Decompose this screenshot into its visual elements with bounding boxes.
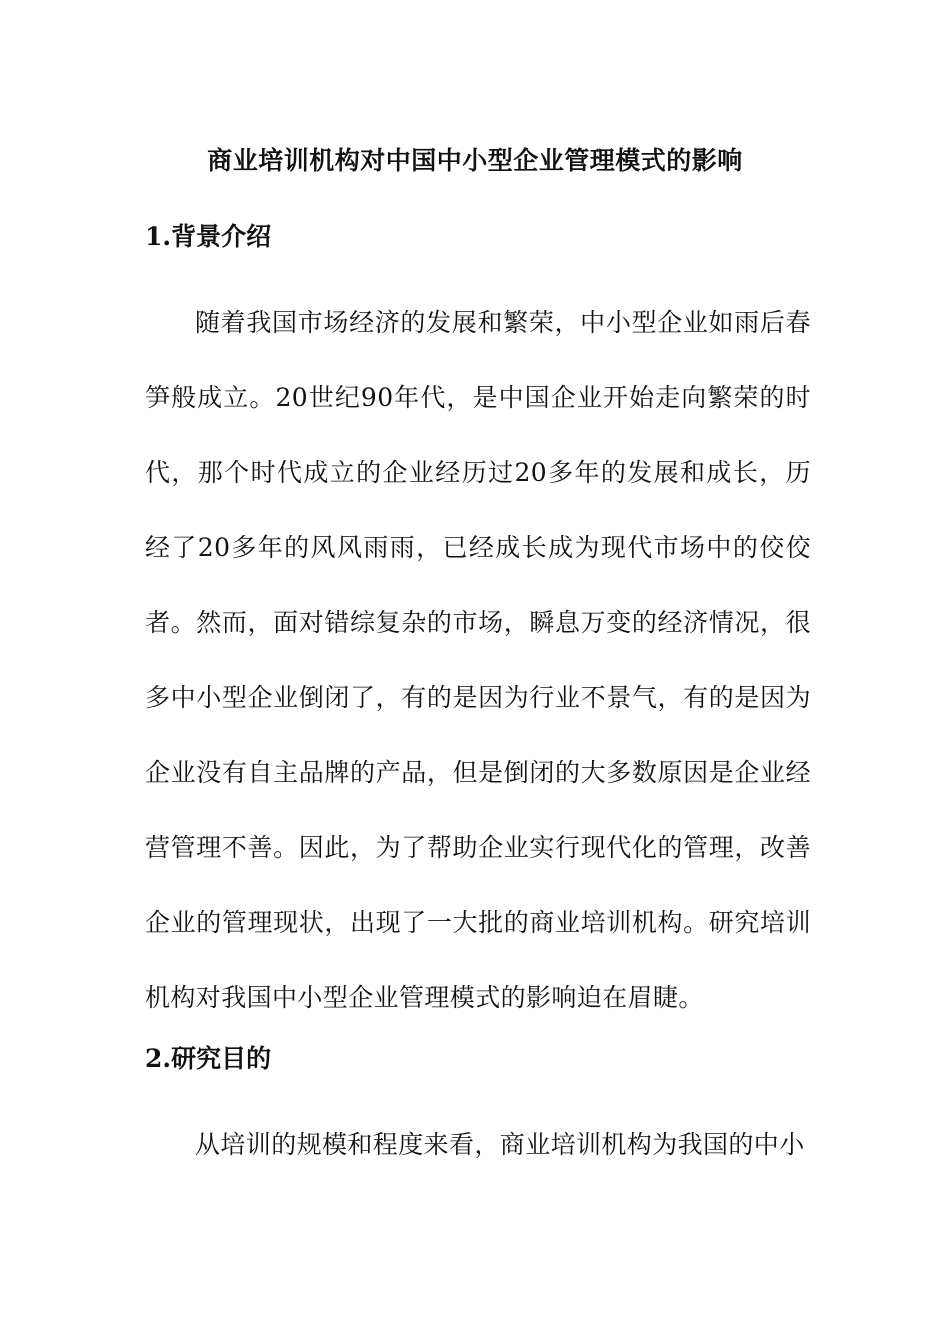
paragraph-research-purpose: 从培训的规模和程度来看，商业培训机构为我国的中小 — [195, 1130, 805, 1159]
page-title: 商业培训机构对中国中小型企业管理模式的影响 — [207, 146, 743, 175]
section-heading-background: 1.背景介绍 — [145, 222, 272, 251]
section-heading-research-purpose: 2.研究目的 — [145, 1044, 272, 1073]
paragraph-background: 随着我国市场经济的发展和繁荣，中小型企业如雨后春笋般成立。20世纪90年代，是中国企业开始走向繁荣的时代，那个时代成立的企业经历过20多年的发展和成长，历经了20多年的风风雨雨，已经成长成为现代市场中的佼佼者。然而，面对错综复杂的市场，瞬息万变的经济情况，很多中小型企业倒闭了，有的是因为行业不景气，有的是因为企业没有自主品牌的产品，但是倒闭的大多数原因是企业经营管理不善。因此，为了帮助企业实行现代化的管理，改善企业的管理现状，出现了一大批的商业培训机构。研究培训机构对我国中小型企业管理模式的影响迫在眉睫。 — [145, 308, 811, 1012]
